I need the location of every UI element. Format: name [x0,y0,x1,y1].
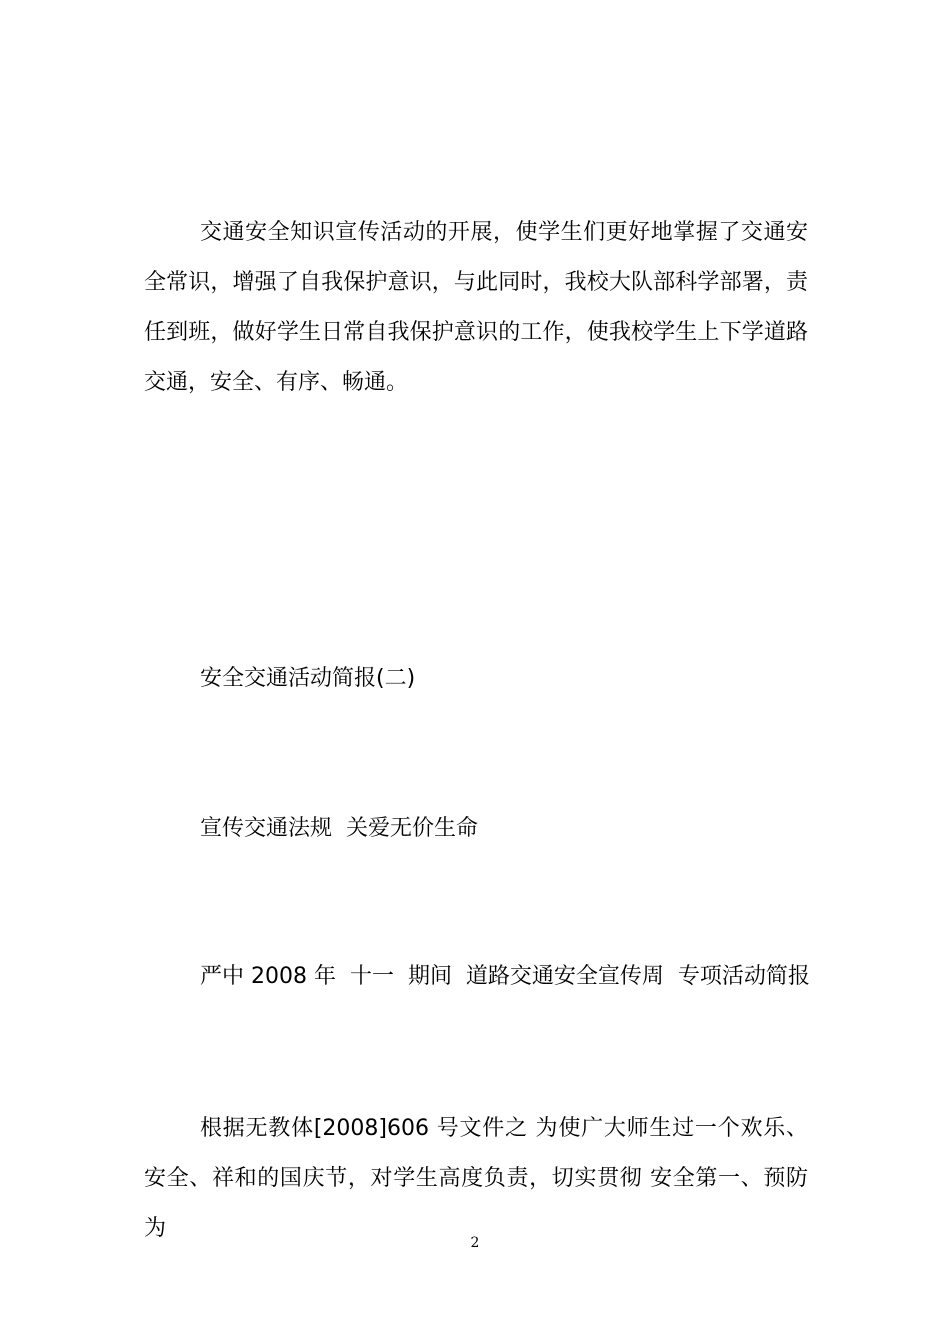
slogan-line: 宣传交通法规 关爱无价生命 [200,816,478,841]
briefing-subtitle: 严中 2008 年 十一 期间 道路交通安全宣传周 专项活动简报 [200,964,810,989]
paragraph-directive: 根据无教体[2008]606 号文件之 为使广大师生过一个欢乐、安全、祥和的国庆节，对学生高度负责，切实贯彻 安全第一、预防为 [144,1116,808,1241]
paragraph-traffic-safety-results: 交通安全知识宣传活动的开展，使学生们更好地掌握了交通安全常识，增强了自我保护意识，与此同时，我校大队部科学部署，责任到班，做好学生日常自我保护意识的工作，使我校学生上下学道路交通，安全、有序、畅通。 [144,220,808,395]
page-number: 2 [470,1235,480,1251]
briefing-heading: 安全交通活动简报(二) [200,666,416,691]
